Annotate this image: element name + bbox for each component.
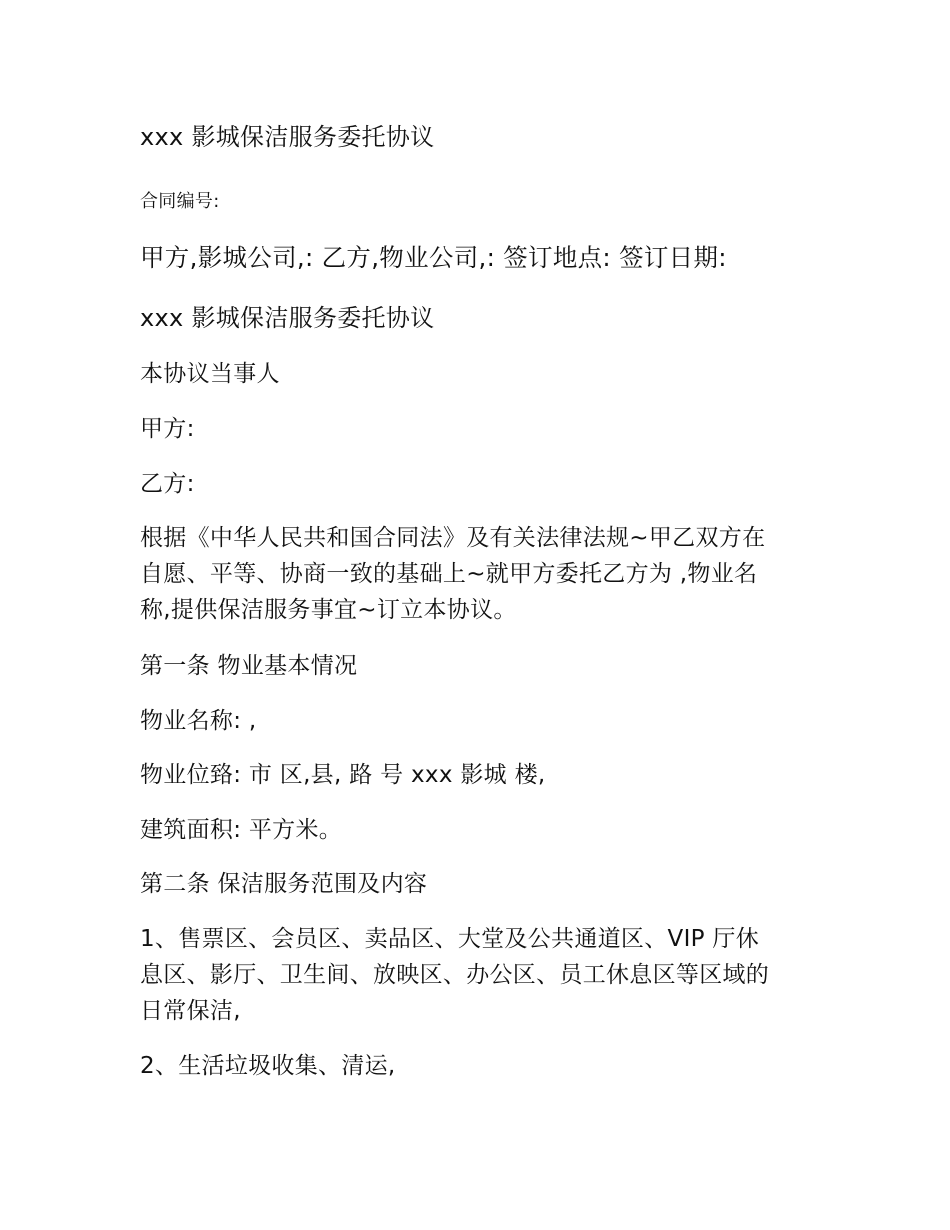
service-item-2: 2、生活垃圾收集、清运, <box>140 1053 396 1079</box>
party-a-label: 甲方: <box>140 416 195 442</box>
service-item-1 <box>140 921 812 1029</box>
property-location-line: 物业位臵: 市 区,县, 路 号 xxx 影城 楼, <box>140 762 546 788</box>
preamble-line: 自愿、平等、协商一致的基础上~就甲方委托乙方为 ,物业名 <box>140 561 758 587</box>
article-2-heading: 第二条 保洁服务范围及内容 <box>140 871 428 897</box>
document-title: xxx 影城保洁服务委托协议 <box>140 123 435 151</box>
preamble-paragraph <box>140 520 812 628</box>
service-item-1-line: 1、售票区、会员区、卖品区、大堂及公共通道区、VIP 厅休 <box>140 926 760 952</box>
contract-number-label: 合同编号: <box>140 191 220 212</box>
service-item-1-line: 息区、影厅、卫生间、放映区、办公区、员工休息区等区域的 <box>140 962 770 988</box>
preamble-line: 根据《中华人民共和国合同法》及有关法律法规~甲乙双方在 <box>140 525 766 551</box>
document-title-repeat: xxx 影城保洁服务委托协议 <box>140 304 435 332</box>
article-1-heading: 第一条 物业基本情况 <box>140 653 358 679</box>
service-item-1-line: 日常保洁, <box>140 998 241 1024</box>
building-area-line: 建筑面积: 平方米。 <box>140 817 343 843</box>
preamble-line: 称,提供保洁服务事宜~订立本协议。 <box>140 597 517 623</box>
header-parties-line: 甲方,影城公司,: 乙方,物业公司,: 签订地点: 签订日期: <box>140 243 727 272</box>
parties-heading: 本协议当事人 <box>140 361 280 387</box>
property-name-line: 物业名称: , <box>140 708 257 734</box>
party-b-label: 乙方: <box>140 471 195 497</box>
